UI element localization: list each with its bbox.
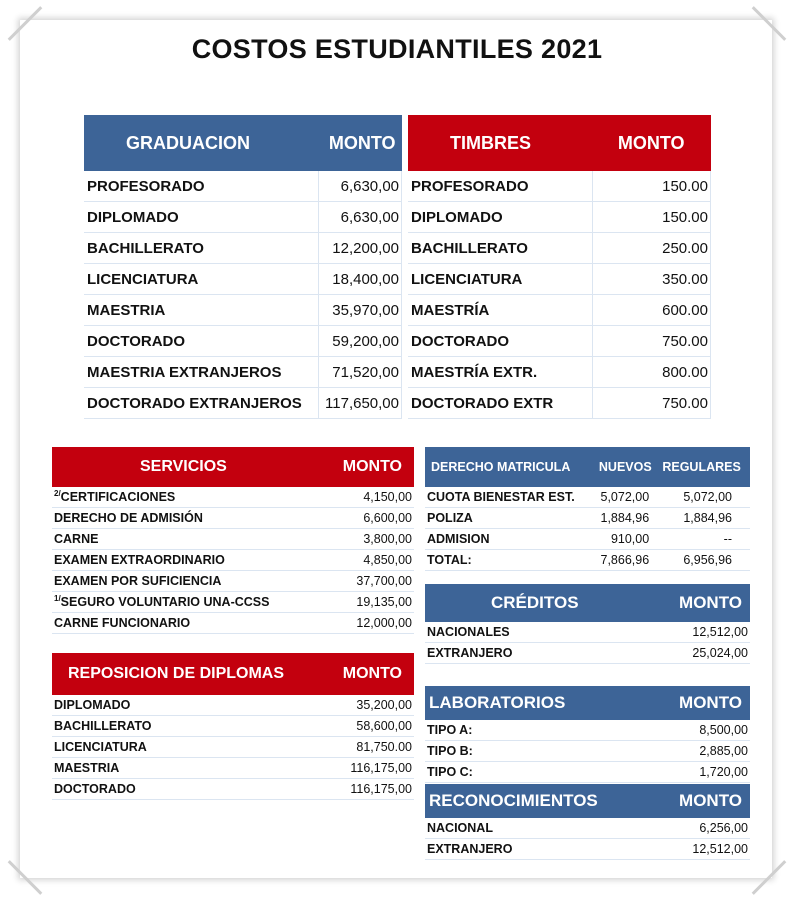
row-reg-cell	[657, 529, 750, 550]
row-amount: 58,600,00	[356, 719, 412, 733]
row-reg: 5,072,00	[683, 490, 732, 504]
table-row	[52, 737, 414, 758]
table-header	[425, 784, 750, 818]
row-new-cell	[593, 529, 657, 550]
row-amount-cell	[325, 508, 414, 529]
header-amount: MONTO	[325, 447, 414, 487]
table-row	[425, 529, 750, 550]
row-label: MAESTRIA	[54, 761, 120, 775]
row-amount-cell	[319, 233, 402, 264]
row-amount-cell	[641, 741, 750, 762]
table-header	[84, 115, 402, 171]
creditos-rows	[425, 622, 750, 664]
row-new: 1,884,96	[600, 511, 650, 525]
servicios-rows	[52, 487, 414, 634]
table-header	[425, 447, 750, 487]
row-label: PROFESORADO	[411, 177, 529, 195]
graduacion-rows	[84, 171, 402, 419]
laboratorios-rows	[425, 720, 750, 783]
table-header	[52, 447, 414, 487]
row-new: 7,866,96	[600, 553, 650, 567]
table-header	[425, 686, 750, 720]
row-label: EXTRANJERO	[427, 646, 513, 660]
table-row	[408, 171, 711, 202]
row-label: LICENCIATURA	[54, 740, 147, 754]
row-label: DIPLOMADO	[54, 698, 131, 712]
header-amount: MONTO	[593, 115, 711, 171]
row-label: BACHILLERATO	[411, 239, 528, 257]
row-reg: --	[723, 532, 732, 546]
row-amount: 1,720,00	[699, 765, 748, 779]
row-label-cell	[408, 233, 593, 264]
row-label: CERTIFICACIONES	[60, 490, 176, 505]
row-label-cell	[52, 737, 329, 758]
row-label: BACHILLERATO	[87, 239, 204, 257]
row-label-cell	[52, 550, 325, 571]
table-row	[52, 613, 414, 634]
row-amount: 12,000,00	[356, 616, 412, 630]
table-row	[52, 508, 414, 529]
row-label-cell	[52, 571, 325, 592]
table-header	[52, 653, 414, 695]
row-label: CUOTA BIENESTAR EST.	[427, 490, 575, 504]
row-label: CARNE FUNCIONARIO	[54, 616, 191, 631]
row-label: DOCTORADO	[87, 332, 186, 350]
row-label: POLIZA	[427, 511, 473, 525]
table-row	[425, 762, 750, 783]
row-amount-cell	[325, 529, 414, 550]
row-label-cell	[425, 550, 593, 571]
table-row	[408, 326, 711, 357]
table-row	[52, 779, 414, 800]
row-amount-cell	[593, 295, 711, 326]
row-label-cell	[84, 202, 319, 233]
row-amount-cell	[319, 202, 402, 233]
row-label: BACHILLERATO	[54, 719, 152, 733]
row-label: LICENCIATURA	[87, 270, 199, 288]
row-new-cell	[593, 508, 657, 529]
row-label-cell	[52, 592, 325, 613]
row-amount-cell	[319, 295, 402, 326]
header-label: GRADUACION	[84, 115, 319, 171]
timbres-table	[408, 115, 711, 419]
row-label-cell	[84, 171, 319, 202]
reposicion-table	[52, 653, 414, 800]
row-label: DOCTORADO	[54, 782, 136, 796]
row-label: EXAMEN EXTRAORDINARIO	[54, 553, 225, 568]
reconocimientos-rows	[425, 818, 750, 860]
header-amount: MONTO	[655, 784, 750, 818]
header-amount: MONTO	[647, 584, 750, 622]
row-label-cell	[84, 295, 319, 326]
row-reg-cell	[657, 508, 750, 529]
row-amount: 6,630,00	[340, 208, 399, 226]
row-amount-cell	[325, 571, 414, 592]
header-label: CRÉDITOS	[425, 584, 647, 622]
row-amount-cell	[593, 264, 711, 295]
table-header	[425, 584, 750, 622]
row-label-cell	[52, 508, 325, 529]
row-label-cell	[425, 508, 593, 529]
row-label: LICENCIATURA	[411, 270, 523, 288]
row-amount-cell	[593, 233, 711, 264]
row-amount-cell	[647, 643, 750, 664]
row-amount: 750.00	[662, 332, 708, 350]
row-label: DERECHO DE ADMISIÓN	[54, 511, 203, 526]
footnote-marker: 2/	[54, 489, 61, 499]
page-title: COSTOS ESTUDIANTILES 2021	[191, 34, 603, 64]
table-row	[84, 388, 402, 419]
row-amount: 116,175,00	[350, 761, 412, 775]
table-row	[425, 741, 750, 762]
table-row	[408, 357, 711, 388]
matricula-table	[425, 447, 750, 571]
row-label: DIPLOMADO	[87, 208, 179, 226]
row-amount-cell	[329, 716, 414, 737]
row-label: DOCTORADO	[411, 332, 510, 350]
row-reg-cell	[657, 550, 750, 571]
table-row	[84, 264, 402, 295]
row-amount: 18,400,00	[332, 270, 399, 288]
row-amount: 37,700,00	[356, 574, 412, 588]
row-label-cell	[408, 202, 593, 233]
table-row	[52, 487, 414, 508]
table-row	[52, 716, 414, 737]
header-amount: MONTO	[329, 653, 414, 695]
row-label: TOTAL:	[427, 553, 472, 567]
row-amount-cell	[593, 326, 711, 357]
table-row	[408, 233, 711, 264]
header-amount: MONTO	[641, 686, 750, 720]
row-label-cell	[425, 762, 641, 783]
row-amount-cell	[325, 592, 414, 613]
header-regular: REGULARES	[657, 447, 750, 487]
row-amount-cell	[329, 695, 414, 716]
table-row	[52, 571, 414, 592]
table-row	[84, 233, 402, 264]
row-label-cell	[52, 716, 329, 737]
row-amount-cell	[319, 357, 402, 388]
matricula-rows	[425, 487, 750, 571]
row-amount: 12,512,00	[692, 842, 748, 856]
row-label: TIPO C:	[427, 765, 473, 779]
row-label: ADMISION	[427, 532, 490, 546]
row-amount: 25,024,00	[692, 646, 748, 660]
table-row	[408, 202, 711, 233]
header-amount: MONTO	[319, 115, 402, 171]
row-amount: 12,200,00	[332, 239, 399, 257]
table-row	[52, 529, 414, 550]
row-amount: 81,750.00	[356, 740, 412, 754]
table-row	[52, 695, 414, 716]
row-amount: 4,150,00	[363, 490, 412, 504]
row-label-cell	[408, 171, 593, 202]
row-label-cell	[425, 487, 593, 508]
row-amount-cell	[325, 550, 414, 571]
servicios-table	[52, 447, 414, 634]
table-row	[84, 357, 402, 388]
row-label-cell	[84, 326, 319, 357]
header-label: LABORATORIOS	[425, 686, 641, 720]
row-label: EXTRANJERO	[427, 842, 513, 856]
row-amount: 6,630,00	[340, 177, 399, 195]
table-row	[52, 550, 414, 571]
timbres-rows	[408, 171, 711, 419]
row-amount-cell	[593, 388, 711, 419]
row-label-cell	[52, 695, 329, 716]
table-row	[425, 622, 750, 643]
laboratorios-table	[425, 686, 750, 783]
header-label: REPOSICION DE DIPLOMAS	[52, 653, 329, 695]
row-new-cell	[593, 550, 657, 571]
row-label-cell	[52, 529, 325, 550]
row-reg-cell	[657, 487, 750, 508]
table-row	[84, 326, 402, 357]
row-label: MAESTRIA EXTRANJEROS	[87, 363, 282, 381]
header-label: SERVICIOS	[52, 447, 325, 487]
row-label: TIPO B:	[427, 744, 473, 758]
row-label-cell	[425, 720, 641, 741]
table-row	[425, 643, 750, 664]
row-reg: 1,884,96	[683, 511, 732, 525]
row-label-cell	[52, 779, 329, 800]
row-amount: 600.00	[662, 301, 708, 319]
row-label: MAESTRIA	[87, 301, 166, 319]
row-amount: 350.00	[662, 270, 708, 288]
row-amount: 35,970,00	[332, 301, 399, 319]
row-new: 910,00	[610, 532, 650, 546]
table-row	[425, 487, 750, 508]
row-amount-cell	[329, 758, 414, 779]
row-amount: 59,200,00	[332, 332, 399, 350]
row-label-cell	[84, 264, 319, 295]
header-label: RECONOCIMIENTOS	[425, 784, 655, 818]
row-amount: 19,135,00	[356, 595, 412, 609]
row-label-cell	[52, 613, 325, 634]
row-label-cell	[408, 357, 593, 388]
creditos-table	[425, 584, 750, 664]
row-amount: 250.00	[662, 239, 708, 257]
row-amount: 150.00	[662, 177, 708, 195]
row-label: MAESTRÍA	[411, 301, 490, 319]
row-label-cell	[84, 388, 319, 419]
row-amount: 71,520,00	[332, 363, 399, 381]
row-label: TIPO A:	[427, 723, 473, 737]
table-header	[408, 115, 711, 171]
row-label: CARNE	[54, 532, 99, 547]
row-label: DIPLOMADO	[411, 208, 503, 226]
row-label: NACIONALES	[427, 625, 510, 639]
table-row	[425, 508, 750, 529]
row-amount: 12,512,00	[692, 625, 748, 639]
row-amount-cell	[593, 171, 711, 202]
row-label-cell	[84, 233, 319, 264]
row-label-cell	[425, 622, 647, 643]
reconocimientos-table	[425, 784, 750, 860]
row-label: EXAMEN POR SUFICIENCIA	[54, 574, 222, 589]
table-row	[84, 202, 402, 233]
row-new-cell	[593, 487, 657, 508]
row-label-cell	[425, 818, 655, 839]
row-label-cell	[408, 326, 593, 357]
row-amount: 750.00	[662, 394, 708, 412]
table-row	[425, 550, 750, 571]
row-label-cell	[408, 295, 593, 326]
header-new: NUEVOS	[593, 447, 657, 487]
row-label-cell	[52, 487, 325, 508]
row-label-cell	[425, 741, 641, 762]
row-label: DOCTORADO EXTR	[411, 394, 554, 412]
table-row	[425, 818, 750, 839]
row-amount-cell	[641, 720, 750, 741]
table-row	[408, 388, 711, 419]
table-row	[52, 758, 414, 779]
reposicion-rows	[52, 695, 414, 800]
row-amount-cell	[319, 264, 402, 295]
header-label: TIMBRES	[408, 115, 593, 171]
table-row	[408, 264, 711, 295]
row-amount-cell	[325, 613, 414, 634]
table-row	[425, 839, 750, 860]
row-new: 5,072,00	[600, 490, 650, 504]
row-label: SEGURO VOLUNTARIO UNA-CCSS	[60, 595, 270, 610]
row-label-cell	[425, 839, 655, 860]
row-amount-cell	[319, 326, 402, 357]
row-amount: 117,650,00	[325, 394, 399, 412]
header-label: DERECHO MATRICULA	[425, 447, 593, 487]
row-amount-cell	[593, 357, 711, 388]
row-label: PROFESORADO	[87, 177, 205, 195]
row-amount: 3,800,00	[363, 532, 412, 546]
table-row	[84, 295, 402, 326]
row-amount: 6,256,00	[699, 821, 748, 835]
row-label-cell	[52, 758, 329, 779]
row-reg: 6,956,96	[683, 553, 732, 567]
row-label: NACIONAL	[427, 821, 493, 835]
row-amount: 6,600,00	[363, 511, 412, 525]
graduacion-table	[84, 115, 402, 419]
row-amount-cell	[319, 388, 402, 419]
row-amount-cell	[325, 487, 414, 508]
table-row	[84, 171, 402, 202]
table-row	[408, 295, 711, 326]
row-label: MAESTRÍA EXTR.	[411, 363, 538, 381]
row-label: DOCTORADO EXTRANJEROS	[87, 394, 302, 412]
row-amount: 35,200,00	[356, 698, 412, 712]
row-label-cell	[408, 264, 593, 295]
row-amount-cell	[329, 779, 414, 800]
table-row	[52, 592, 414, 613]
row-amount: 116,175,00	[350, 782, 412, 796]
row-label-cell	[425, 529, 593, 550]
table-row	[425, 720, 750, 741]
row-amount-cell	[655, 839, 750, 860]
row-label-cell	[408, 388, 593, 419]
row-amount-cell	[319, 171, 402, 202]
row-amount-cell	[329, 737, 414, 758]
row-amount: 8,500,00	[699, 723, 748, 737]
row-label-cell	[425, 643, 647, 664]
row-amount-cell	[655, 818, 750, 839]
row-amount: 2,885,00	[699, 744, 748, 758]
row-amount: 4,850,00	[363, 553, 412, 567]
row-label-cell	[84, 357, 319, 388]
row-amount-cell	[593, 202, 711, 233]
row-amount-cell	[647, 622, 750, 643]
footnote-marker: 1/	[54, 594, 61, 604]
row-amount-cell	[641, 762, 750, 783]
row-amount: 800.00	[662, 363, 708, 381]
row-amount: 150.00	[662, 208, 708, 226]
